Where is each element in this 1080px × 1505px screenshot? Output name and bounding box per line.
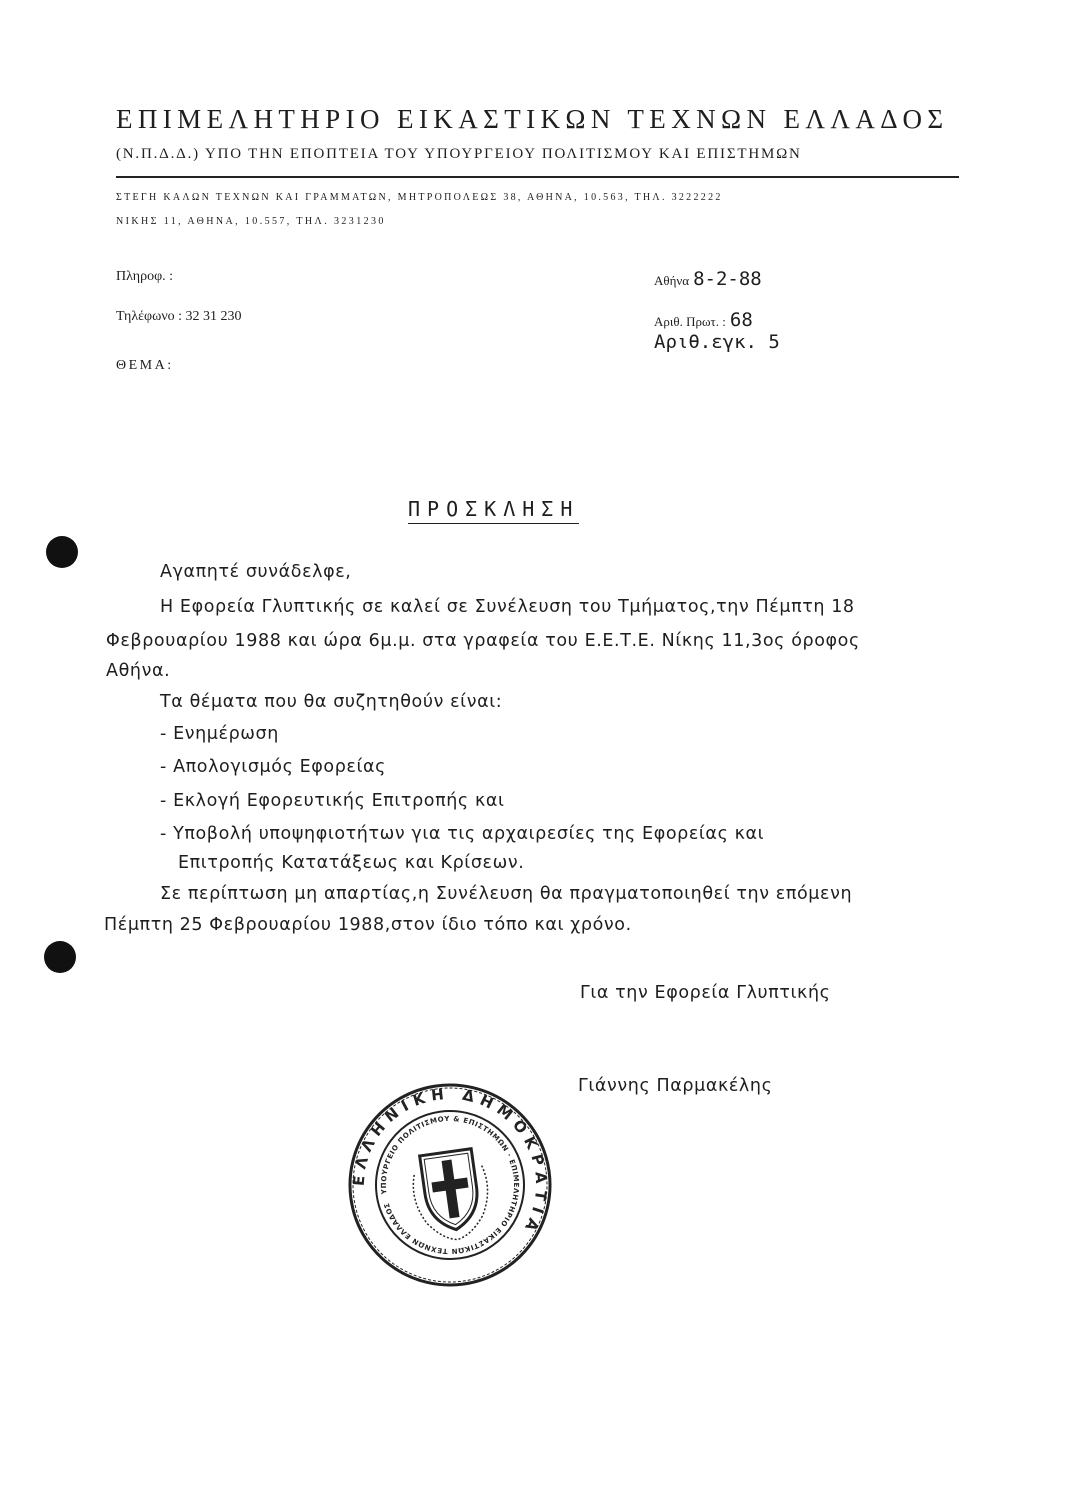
org-name: ΕΠΙΜΕΛΗΤΗΡΙΟ ΕΙΚΑΣΤΙΚΩΝ ΤΕΧΝΩΝ ΕΛΛΑΔΟΣ [116, 104, 949, 134]
paragraph-2-line-1: Σε περίπτωση μη απαρτίας,η Συνέλευση θα πραγματοποιηθεί την επόμενη [160, 884, 853, 904]
date-value: 8-2-88 [693, 268, 762, 290]
letter-title: ΠΡΟΣΚΛΗΣΗ [408, 497, 579, 524]
punch-hole [44, 941, 76, 973]
greeting: Αγαπητέ συνάδελφε, [160, 562, 352, 582]
punch-hole [46, 536, 78, 568]
protocol-label: Αριθ. Πρωτ. : [654, 314, 726, 329]
official-seal-stamp [344, 1080, 556, 1290]
info-label: Πληροφ. : [116, 269, 174, 284]
signer-name: Γιάννης Παρμακέλης [578, 1076, 773, 1096]
circular-number [654, 331, 780, 353]
agenda-item: - Υποβολή υποψηφιοτήτων για τις αρχαιρεσίες της Εφορείας και [160, 824, 765, 844]
org-subtitle: (Ν.Π.Δ.Δ.) ΥΠΟ ΤΗΝ ΕΠΟΠΤΕΙΑ ΤΟΥ ΥΠΟΥΡΓΕΙΟΥ ΠΟΛΙΤΙΣΜΟΥ ΚΑΙ ΕΠΙΣΤΗΜΩΝ [116, 146, 802, 162]
agenda-item: - Απολογισμός Εφορείας [160, 757, 387, 777]
topics-intro: Τα θέματα που θα συζητηθούν είναι: [160, 692, 503, 712]
seal-outer-text: ΕΛΛΗΝΙΚΗ ΔΗΜΟΚΡΑΤΙΑ [349, 1084, 551, 1240]
circular-value: 5 [768, 331, 780, 353]
seal-inner-text: ΥΠΟΥΡΓΕΙΟ ΠΟΛΙΤΙΣΜΟΥ & ΕΠΙΣΤΗΜΩΝ · ΕΠΙΜΕΛΗΤΗΡΙΟ ΕΙΚΑΣΤΙΚΩΝ ΤΕΧΝΩΝ ΕΛΛΑΔΟΣ [379, 1114, 521, 1256]
city-label: Αθήνα [654, 273, 690, 288]
agenda-item: - Ενημέρωση [160, 724, 279, 744]
paragraph-2-line-2: Πέμπτη 25 Φεβρουαρίου 1988,στον ίδιο τόπο και χρόνο. [104, 915, 632, 935]
phone-value: 32 31 230 [185, 309, 242, 324]
header-rule [116, 176, 959, 178]
phone-label: Τηλέφωνο : [116, 309, 183, 324]
phone-line [116, 309, 242, 325]
signature-caption: Για την Εφορεία Γλυπτικής [580, 983, 831, 1003]
paragraph-1-line-1: Η Εφορεία Γλυπτικής σε καλεί σε Συνέλευση του Τμήματος,την Πέμπτη 18 [160, 597, 855, 617]
circular-label: Αριθ.εγκ. [654, 331, 757, 353]
agenda-item: - Εκλογή Εφορευτικής Επιτροπής και [160, 791, 505, 811]
agenda-item-continuation: Επιτροπής Κατατάξεως και Κρίσεων. [178, 853, 525, 873]
city-date [654, 268, 762, 290]
address-line-2: ΝΙΚΗΣ 11, ΑΘΗΝΑ, 10.557, ΤΗΛ. 3231230 [116, 216, 386, 227]
protocol-value: 68 [729, 309, 753, 331]
address-line-1: ΣΤΕΓΗ ΚΑΛΩΝ ΤΕΧΝΩΝ ΚΑΙ ΓΡΑΜΜΑΤΩΝ, ΜΗΤΡΟΠΟΛΕΩΣ 38, ΑΘΗΝΑ, 10.563, ΤΗΛ. 3222222 [116, 192, 723, 203]
protocol-number [654, 309, 753, 331]
subject-label: ΘΕΜΑ: [116, 358, 174, 373]
paragraph-1-line-2: Φεβρουαρίου 1988 και ώρα 6μ.μ. στα γραφεία του Ε.Ε.Τ.Ε. Νίκης 11,3ος όροφος [106, 631, 860, 651]
paragraph-1-line-3: Αθήνα. [106, 661, 171, 681]
